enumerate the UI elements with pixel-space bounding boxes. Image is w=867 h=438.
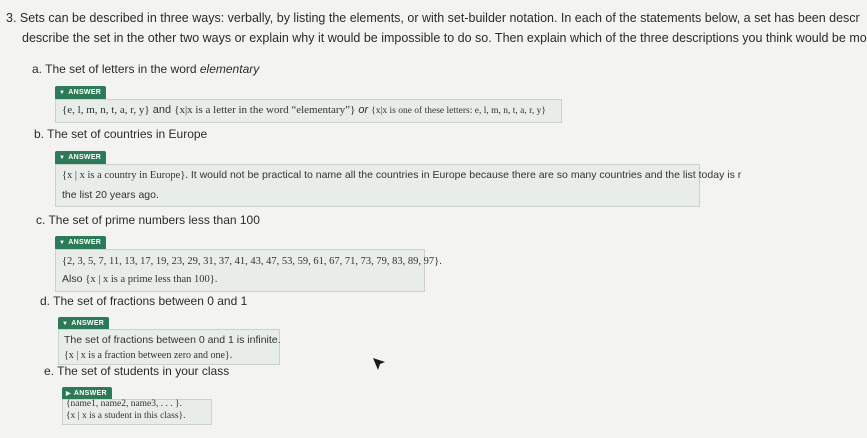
item-e-label: e. The set of students in your class <box>44 364 230 378</box>
answer-d-line-1: The set of fractions between 0 and 1 is infinite. <box>64 334 281 346</box>
collapse-triangle-icon: ▶ <box>66 391 71 397</box>
answer-a-set-builder-1: {x|x is a letter in the word “elementary”} <box>174 104 356 116</box>
answer-b-set: {x | x is a country in Europe}. <box>62 170 188 181</box>
answer-a-or: or <box>358 104 369 116</box>
item-a-label-italic: elementary <box>199 62 260 76</box>
item-a-label-text: a. The set of letters in the word <box>32 62 197 76</box>
item-a-label <box>32 62 259 76</box>
question-line-1: 3. Sets can be described in three ways: verbally, by listing the elements, or with set-builder notation. In each of the statements below, a set has been descr <box>6 11 860 25</box>
answer-c-set-builder: {x | x is a prime less than 100}. <box>85 274 218 285</box>
answer-c-line-1: {2, 3, 5, 7, 11, 13, 17, 19, 23, 29, 31, 37, 41, 43, 47, 53, 59, 61, 67, 71, 73, 79, 83, 89, 97}. <box>62 256 442 267</box>
expand-triangle-icon: ▼ <box>62 321 69 327</box>
mouse-cursor-icon <box>372 357 386 371</box>
answer-a-text <box>62 104 546 118</box>
answer-badge-d[interactable]: ▼ ANSWER <box>58 317 109 331</box>
expand-triangle-icon: ▼ <box>59 90 66 96</box>
expand-triangle-icon: ▼ <box>59 240 66 246</box>
answer-b-explanation: It would not be practical to name all the countries in Europe because there are so many countries and the list today is r <box>190 169 742 181</box>
answer-badge-a[interactable]: ▼ ANSWER <box>55 86 106 100</box>
answer-a-set-list: {e, l, m, n, t, a, r, y} <box>62 104 150 116</box>
expand-triangle-icon: ▼ <box>59 155 66 161</box>
answer-a-set-builder-2: {x|x is one of these letters: e, l, m, n, t, a, r, y} <box>371 106 546 116</box>
answer-a-and: and <box>152 104 172 116</box>
answer-e-line-2: {x | x is a student in this class}. <box>66 411 186 421</box>
item-c-label: c. The set of prime numbers less than 100 <box>36 213 260 227</box>
answer-badge-b[interactable]: ▼ ANSWER <box>55 151 106 165</box>
item-d-label: d. The set of fractions between 0 and 1 <box>40 294 248 308</box>
answer-b-line-2: the list 20 years ago. <box>62 189 159 201</box>
answer-c-line-2 <box>62 273 217 286</box>
answer-e-line-1: {name1, name2, name3, . . . }. <box>66 399 182 409</box>
answer-d-line-2: {x | x is a fraction between zero and one}. <box>64 350 233 361</box>
answer-badge-c[interactable]: ▼ ANSWER <box>55 236 106 250</box>
answer-c-also: Also <box>62 273 83 285</box>
answer-badge-e[interactable]: ▶ ANSWER <box>62 387 112 401</box>
question-line-2: describe the set in the other two ways or explain why it would be impossible to do so. Then explain which of the three descriptions you think would be mo <box>22 31 867 45</box>
answer-b-line-1 <box>62 169 741 182</box>
item-b-label: b. The set of countries in Europe <box>34 127 208 141</box>
